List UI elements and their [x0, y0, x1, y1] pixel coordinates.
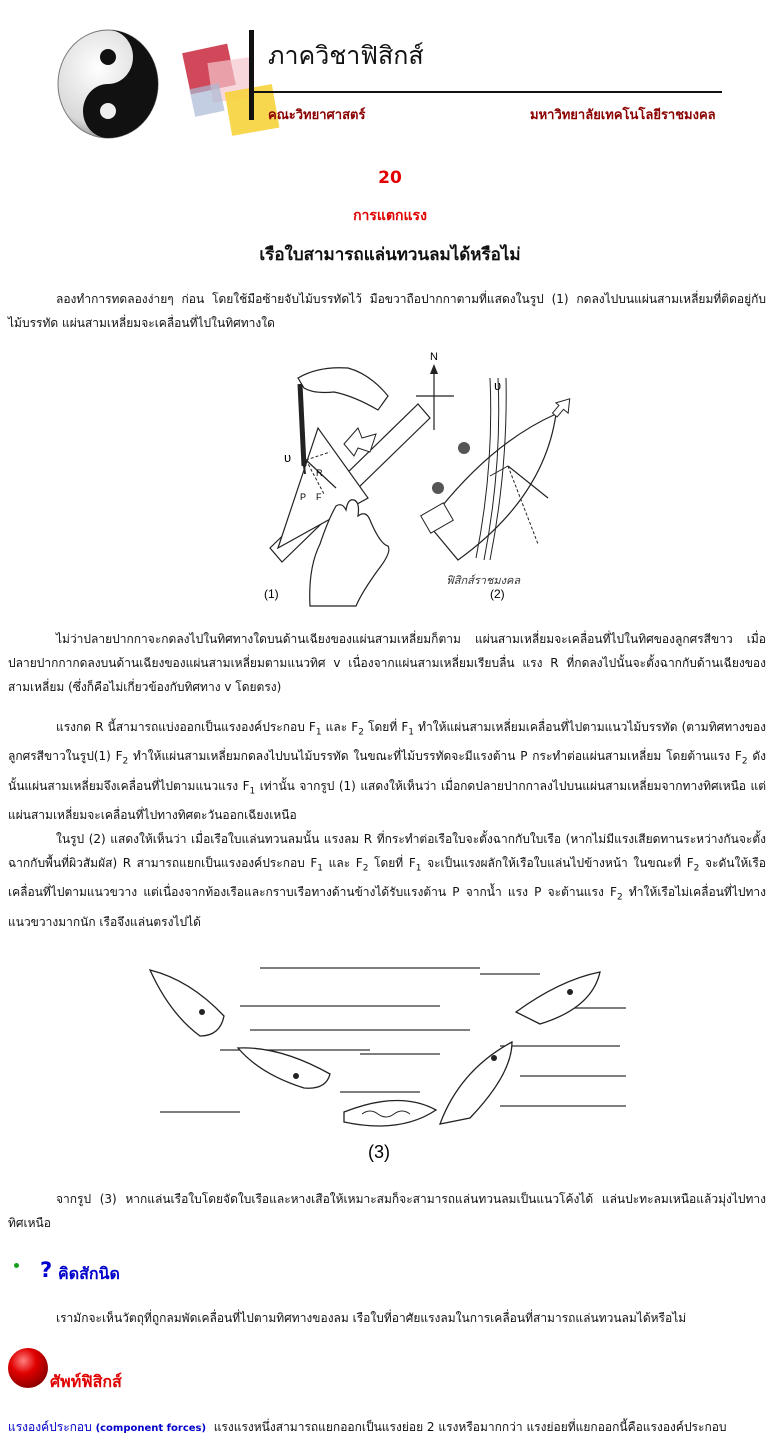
v-left-label: υ — [284, 450, 292, 465]
question-mark-icon: ? — [40, 1258, 53, 1282]
tacking-sailboats-figure — [140, 950, 634, 1164]
green-bullet-icon — [14, 1263, 19, 1268]
watermark-text: ฟิสิกส์ราชมงคล — [446, 575, 521, 587]
explanation-paragraph: ไม่ว่าปลายปากกาจะกดลงไปในทิศทางใดบนด้านเฉียงของแผ่นสามเหลี่ยมก็ตาม แผ่นสามเหลี่ยมจะเคลื่อนที่ไปในทิศของลูกศรสีขาว เมื่อปลายปากกากดลงบนด้านเฉียงของแผ่นสามเหลี่ยมตามแนวทิศ v เนื่องจากแผ่นสามเหลี่ยมเรียบลื่น แรง R ที่กดลงไปนั้นจะตั้งฉากกับด้านเฉียงของสามเหลี่ยม (ซึ่งก็คือไม่เกี่ยวข้องกับทิศทาง v โดยตรง) — [8, 632, 766, 694]
sailboat-paragraph: ในรูป (2) แสดงให้เห็นว่า เมื่อเรือใบแล่นทวนลมนั้น แรงลม R ที่กระทำต่อเรือใบจะตั้งฉากกับใบเรือ (หากไม่มีแรงเสียดทานระหว่างกันจะตั้งฉากกับพื้นที่ผิวสัมผัส) R สามารถแยกเป็นแรงองค์ประกอบ $F_1$ และ $F_2$ โดยที่ $F_1$ จะเป็นแรงผลักให้เรือใบแล่นไปข้างหน้า ในขณะที่ $F_2$ จะดันให้เรือเคลื่อนที่ไปตามแนวขวาง แต่เนื่องจากท้องเรือและกราบเรือทางด้านข้างได้รับแรงต้าน P จากน้ำ แรง P จะต้านแรง $F_2$ ทำให้เรือไม่เคลื่อนที่ไปทางแนวขวางมากนัก เรือจึงแล่นตรงไปได้ — [8, 832, 766, 929]
think-paragraph: เรามักจะเห็นวัตถุที่ถูกลมพัดเคลื่อนที่ไปตามทิศทางของลม เรือใบที่อาศัยแรงลมในการเคลื่อนที่สามารถแล่นทวนลมได้หรือไม่ — [56, 1311, 687, 1325]
f-label: F — [316, 492, 322, 502]
vocab-term-english: (component forces) — [95, 1423, 207, 1434]
department-title: ภาควิชาฟิสิกส์ — [268, 41, 424, 70]
vocab-definition: แรงองค์ประกอบ (component forces) แรงแรงหนึ่งสามารถแยกออกเป็นแรงย่อย 2 แรงหรือมากกว่า แรงย่อยที่แยกออกนี้คือแรงองค์ประกอบ — [8, 1420, 727, 1434]
component-force-paragraph: แรงกด R นี้สามารถแบ่งออกเป็นแรงองค์ประกอบ $F_1$ และ $F_2$ โดยที่ $F_1$ ทำให้แผ่นสามเหลี่ยมเคลื่อนที่ไปตามแนวไม้บรรทัด (ตามทิศทางของลูกศรสีขาวในรูป(1) $F_2$ ทำให้แผ่นสามเหลี่ยมกดลงไปบนไม้บรรทัด ในขณะที่ไม้บรรทัดจะมีแรงต้าน P กระทำต่อแผ่นสามเหลี่ยม โดยต้านแรง $F_2$ ดังนั้นแผ่นสามเหลี่ยมจึงเคลื่อนที่ไปตามแนวแรง $F_1$ เท่านั้น จากรูป (1) แสดงให้เห็นว่า เมื่อกดปลายปากกาลงไปบนแผ่นสามเหลี่ยมจากทางทิศเหนือ แต่แผ่นสามเหลี่ยมจะเคลื่อนที่ไปทางทิศตะวันออกเฉียงเหนือ — [8, 720, 767, 823]
article-subtitle: เรือใบสามารถแล่นทวนลมได้หรือไม่ — [259, 245, 521, 265]
vocab-term: แรงองค์ประกอบ — [8, 1420, 92, 1434]
yin-yang-logo — [56, 28, 160, 140]
figure-label-3: (3) — [368, 1142, 390, 1162]
header-horizontal-rule — [250, 91, 722, 93]
vocab-heading: ศัพท์ฟิสิกส์ — [50, 1372, 122, 1391]
intro-paragraph: ลองทำการทดลองง่ายๆ ก่อน โดยใช้มือซ้ายจับไม้บรรทัดไว้ มือขวาถือปากกาตามที่แสดงในรูป (1) กดลงไปบนแผ่นสามเหลี่ยมที่ติดอยู่กับไม้บรรทัด แผ่นสามเหลี่ยมจะเคลื่อนที่ไปในทิศทางใด — [8, 292, 766, 330]
header-vertical-rule — [249, 30, 254, 120]
triangle-and-sailboat-figure — [258, 348, 574, 608]
north-label: N — [430, 351, 438, 363]
p-label: P — [300, 492, 307, 502]
article-number: 20 — [378, 168, 402, 188]
figure-label-2: (2) — [490, 587, 505, 601]
article-topic: การแตกแรง — [353, 208, 427, 224]
r-label: R — [316, 468, 323, 478]
curve-sailing-paragraph: จากรูป (3) หากแล่นเรือใบโดยจัดใบเรือและหางเสือให้เหมาะสมก็จะสามารถแล่นทวนลมเป็นแนวโค้งได้ แล่นปะทะลมเหนือแล้วมุ่งไปทางทิศเหนือ — [8, 1192, 766, 1230]
red-ball-icon — [8, 1348, 48, 1388]
v-right-label: υ — [494, 378, 502, 393]
figure-label-1: (1) — [264, 587, 279, 601]
faculty-name: คณะวิทยาศาสตร์ — [268, 108, 366, 123]
university-name: มหาวิทยาลัยเทคโนโลยีราชมงคล — [530, 108, 716, 123]
think-heading: คิดสักนิด — [58, 1264, 120, 1283]
